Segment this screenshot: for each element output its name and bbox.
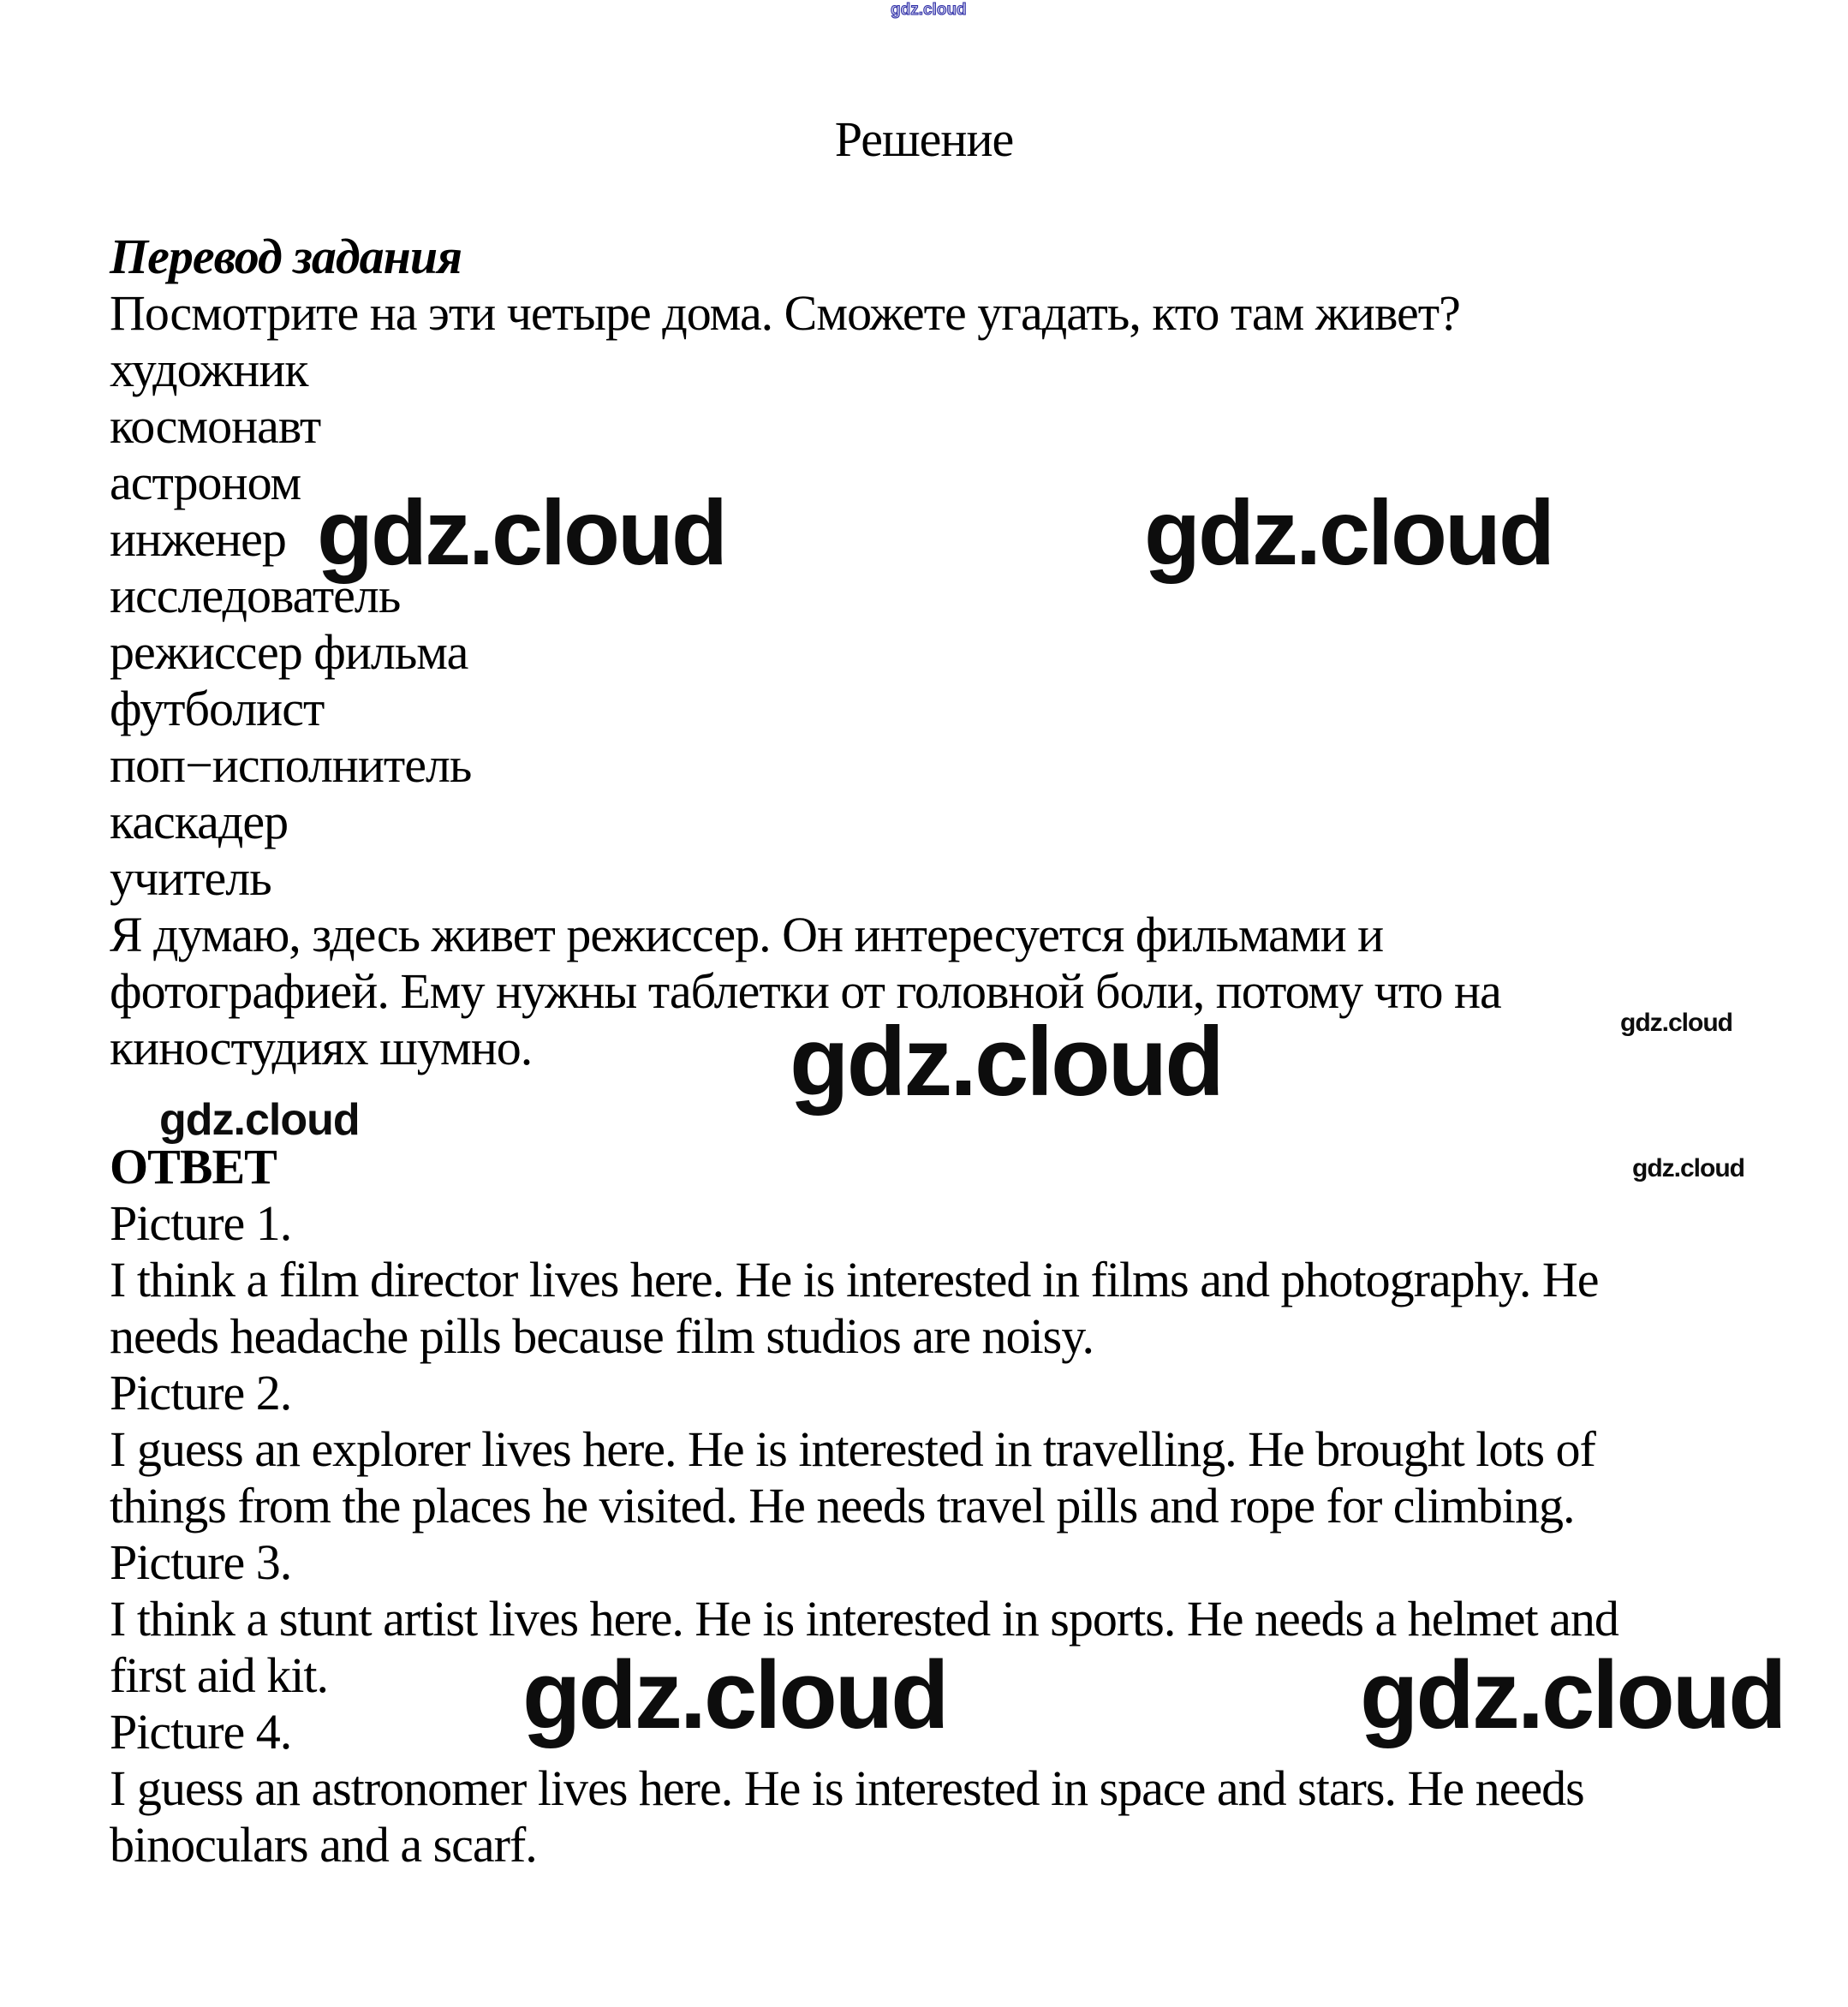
profession-item: каскадер <box>110 794 289 849</box>
answer-text-line: I guess an explorer lives here. He is interested in travelling. He brought lots of <box>110 1421 1595 1477</box>
translation-answer-line: киностудиях шумно. <box>110 1020 533 1075</box>
answer-heading: ОТВЕТ <box>110 1139 277 1194</box>
picture-label: Picture 4. <box>110 1704 292 1760</box>
profession-item: художник <box>110 342 308 397</box>
task-intro-line: Посмотрите на эти четыре дома. Сможете угадать, кто там живет? <box>110 285 1460 341</box>
answer-text-line: I think a film director lives here. He is interested in films and photography. He <box>110 1252 1599 1307</box>
profession-item: астроном <box>110 455 301 510</box>
watermark-large-3: gdz.cloud <box>790 1008 1222 1117</box>
answer-text-line: first aid kit. <box>110 1647 329 1703</box>
watermark-top-blue: gdz.cloud <box>891 1 967 19</box>
watermark-medium-1: gdz.cloud <box>159 1095 360 1145</box>
answer-text-line: I guess an astronomer lives here. He is interested in space and stars. He needs <box>110 1760 1584 1816</box>
profession-item: исследователь <box>110 568 401 623</box>
answer-text-line: I think a stunt artist lives here. He is interested in sports. He needs a helmet and <box>110 1591 1618 1647</box>
profession-item: футболист <box>110 681 325 736</box>
translation-heading: Перевод задания <box>110 229 462 284</box>
watermark-large-1: gdz.cloud <box>317 480 725 584</box>
answer-text-line: binoculars and a scarf. <box>110 1817 537 1873</box>
profession-item: космонавт <box>110 398 321 454</box>
watermark-large-4: gdz.cloud <box>522 1641 947 1748</box>
watermark-small-1: gdz.cloud <box>1620 1009 1732 1037</box>
watermark-large-5: gdz.cloud <box>1360 1641 1785 1748</box>
picture-label: Picture 3. <box>110 1534 292 1590</box>
profession-item: учитель <box>110 850 271 906</box>
document-content <box>110 0 1738 1873</box>
translation-answer-line: фотографией. Ему нужны таблетки от головной боли, потому что на <box>110 963 1501 1019</box>
profession-item: режиссер фильма <box>110 624 468 680</box>
profession-item: поп−исполнитель <box>110 737 472 793</box>
translation-answer-line: Я думаю, здесь живет режиссер. Он интересуется фильмами и <box>110 907 1384 962</box>
watermark-large-2: gdz.cloud <box>1144 480 1553 584</box>
watermark-small-2: gdz.cloud <box>1632 1154 1744 1182</box>
profession-item: инженер <box>110 511 286 567</box>
answer-text-line: needs headache pills because film studios are noisy. <box>110 1308 1094 1364</box>
answer-text-line: things from the places he visited. He needs travel pills and rope for climbing. <box>110 1478 1575 1534</box>
picture-label: Picture 1. <box>110 1195 292 1251</box>
page-title: Решение <box>834 111 1014 167</box>
picture-label: Picture 2. <box>110 1365 292 1420</box>
